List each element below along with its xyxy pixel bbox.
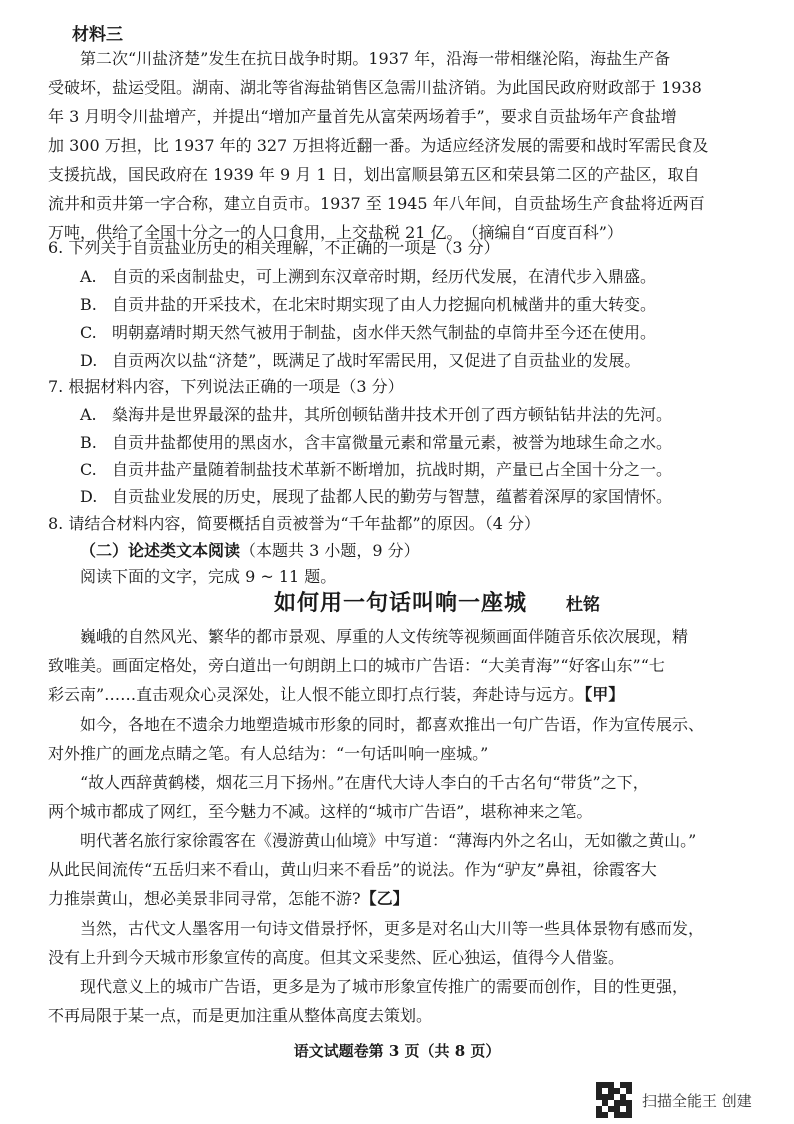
- scanner-watermark-text: 扫描全能王 创建: [642, 1091, 752, 1110]
- qr-code-icon: [596, 1082, 632, 1118]
- mark-jia: 【甲】: [584, 685, 625, 704]
- question-7-option-a: A. 燊海井是世界最深的盐井，其所创顿钻凿井技术开创了西方顿钻钻井法的先河。: [80, 405, 673, 424]
- article-paragraph-4: 明代著名旅行家徐霞客在《漫游黄山仙境》中写道：“薄海内外之名山，无如徽之黄山。” 从此民间流传“五岳归来不看山，黄山归来不看岳”的说法。作为“驴友”鼻祖，徐霞客大 力推崇黄山，想必美景非同寻常，怎能不游?【乙】: [48, 831, 697, 908]
- mark-yi: 【乙】: [360, 889, 409, 908]
- question-8-stem: 8. 请结合材料内容，简要概括自贡被誉为“千年盐都”的原因。（4 分）: [48, 514, 540, 533]
- material3-line: 受破坏，盐运受阻。湖南、湖北等省海盐销售区急需川盐济销。为此国民政府财政部于 1938: [48, 78, 702, 97]
- article-author: 杜铭: [566, 595, 600, 615]
- material3-line: 支援抗战，国民政府在 1939 年 9 月 1 日，划出富顺县第五区和荣县第二区的产盐区，取自: [48, 165, 700, 184]
- section2-heading: （二）论述类文本阅读: [80, 541, 241, 560]
- article-paragraph-3: “故人西辞黄鹤楼，烟花三月下扬州。”在唐代大诗人李白的千古名句“带货”之下， 两个城市都成了网红，至今魅力不减。这样的“城市广告语”，堪称神来之笔。: [48, 773, 649, 821]
- material3-line: 第二次“川盐济楚”发生在抗日战争时期。1937 年，沿海一带相继沦陷，海盐生产备: [80, 49, 671, 68]
- article-title: 如何用一句话叫响一座城: [274, 590, 528, 616]
- question-6-option-c: C. 明朝嘉靖时期天然气被用于制盐，卤水伴天然气制盐的卓筒井至今还在使用。: [80, 323, 657, 342]
- question-7-option-c: C. 自贡井盐产量随着制盐技术革新不断增加，抗战时期，产量已占全国十分之一。: [80, 460, 673, 479]
- material3-line: 加 300 万担，比 1937 年的 327 万担将近翻一番。为适应经济发展的需要和战时军需民食及: [48, 136, 709, 155]
- question-6-stem: 6. 下列关于自贡盐业历史的相关理解，不正确的一项是（3 分）: [48, 238, 500, 257]
- question-7-option-d: D. 自贡盐业发展的历史，展现了盐都人民的勤劳与智慧，蕴蓄着深厚的家国情怀。: [80, 487, 673, 506]
- material3-line: 万吨，供给了全国十分之一的人口食用，上交盐税 21 亿。 （摘编自“百度百科”）: [48, 223, 623, 242]
- section2-heading-row: [80, 536, 420, 565]
- question-6-option-d: D. 自贡两次以盐“济楚”，既满足了战时军需民用，又促进了自贡盐业的发展。: [80, 351, 641, 370]
- scanner-watermark: [596, 1080, 752, 1120]
- article-paragraph-6: 现代意义上的城市广告语，更多是为了城市形象宣传推广的需要而创作，目的性更强， 不再局限于某一点，而是更加注重从整体高度去策划。: [48, 977, 689, 1025]
- article-paragraph-5: 当然，古代文人墨客用一句诗文借景抒怀，更多是对名山大川等一些具体景物有感而发， 没有上升到今天城市形象宣传的高度。但其文采斐然、匠心独运，值得今人借鉴。: [48, 919, 705, 967]
- material3-heading: 材料三: [72, 25, 123, 45]
- article-paragraph-1: 巍峨的自然风光、繁华的都市景观、厚重的人文传统等视频画面伴随音乐依次展现，精 致唯美。画面定格处，旁白道出一句朗朗上口的城市广告语：“大美青海”“好客山东”“七 彩云南”……直击观众心灵深处，让人恨不能立即打点行装，奔赴诗与远方。【甲】: [48, 627, 689, 704]
- material3-line: 年 3 月明令川盐增产，并提出“增加产量首先从富荣两场着手”，要求自贡盐场年产食盐增: [48, 107, 677, 126]
- question-6-option-b: B. 自贡井盐的开采技术，在北宋时期实现了由人力挖掘向机械凿井的重大转变。: [80, 295, 657, 314]
- question-6-option-a: A. 自贡的采卤制盐史，可上溯到东汉章帝时期，经历代发展，在清代步入鼎盛。: [80, 267, 657, 286]
- article-title-row: [0, 586, 794, 618]
- material3-line: 流井和贡井第一字合称，建立自贡市。1937 至 1945 年八年间，自贡盐场生产食盐将近两百: [48, 194, 705, 213]
- page-footer: 语文试题卷第 3 页（共 8 页）: [293, 1042, 501, 1060]
- material3-paragraph: [48, 44, 760, 247]
- question-7-option-b: B. 自贡井盐都使用的黑卤水，含丰富微量元素和常量元素，被誉为地球生命之水。: [80, 433, 673, 452]
- section2-instruction: 阅读下面的文字，完成 9 ~ 11 题。: [80, 567, 337, 586]
- article-paragraph-2: 如今，各地在不遗余力地塑造城市形象的同时，都喜欢推出一句广告语，作为宣传展示、 对外推广的画龙点睛之笔。有人总结为：“一句话叫响一座城。”: [48, 715, 705, 763]
- question-7-stem: 7. 根据材料内容，下列说法正确的一项是（3 分）: [48, 377, 404, 396]
- section2-heading-note: （本题共 3 小题，9 分）: [240, 541, 420, 560]
